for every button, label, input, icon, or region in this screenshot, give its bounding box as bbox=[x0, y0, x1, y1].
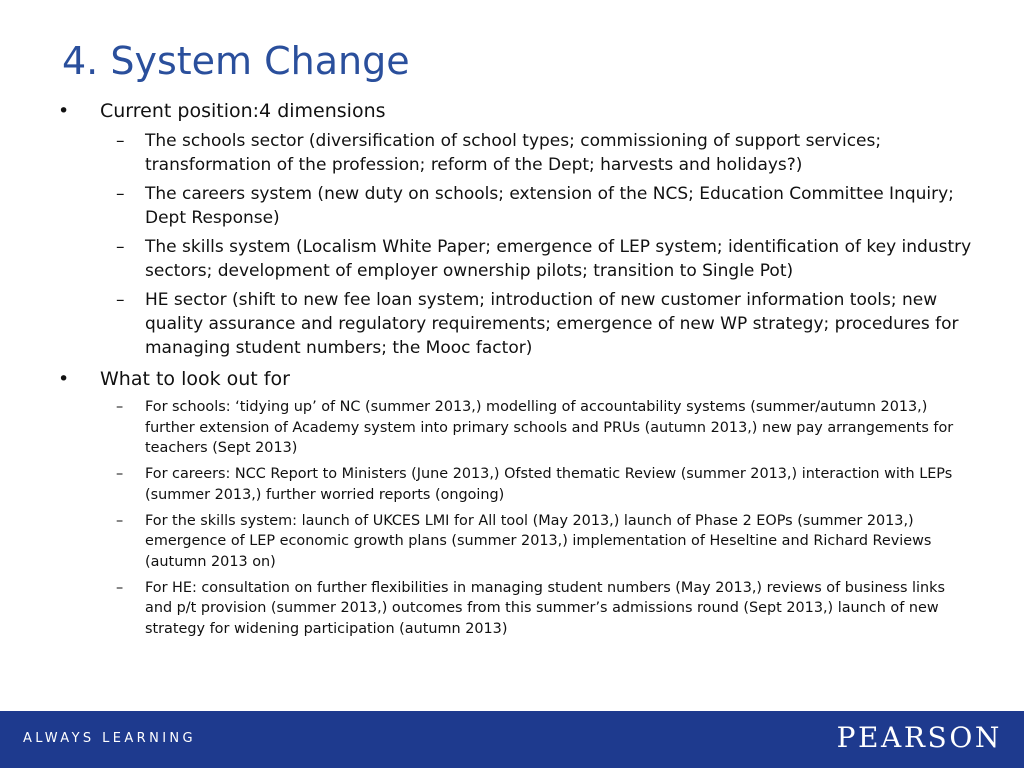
pearson-logo: PEARSON bbox=[836, 721, 1002, 754]
sub-item-for-schools bbox=[56, 397, 976, 459]
bullet-icon: • bbox=[58, 368, 70, 390]
dash-icon: – bbox=[116, 466, 124, 483]
sub-item-text: The careers system (new duty on schools; extension of the NCS; Education Committee Inquiry; Dept Response) bbox=[145, 184, 954, 228]
dash-icon: – bbox=[116, 131, 125, 151]
bullet-text: Current position:4 dimensions bbox=[100, 100, 386, 122]
dash-icon: – bbox=[116, 290, 125, 310]
slide-title: 4. System Change bbox=[62, 39, 410, 83]
sub-item-text: The schools sector (diversification of school types; commissioning of support services; transformation of the profession; reform of the Dept; harvests and holidays?) bbox=[145, 131, 882, 175]
sub-item-text: For careers: NCC Report to Ministers (June 2013,) Ofsted thematic Review (summer 2013,) interaction with LEPs (summer 2013,) further worried reports (ongoing) bbox=[145, 466, 953, 503]
bullet-text: What to look out for bbox=[100, 368, 290, 390]
bullet-icon: • bbox=[58, 100, 70, 122]
sub-item-careers-system bbox=[56, 182, 976, 230]
sub-item-for-he bbox=[56, 578, 976, 640]
sub-item-text: HE sector (shift to new fee loan system; introduction of new customer information tools; new quality assurance and regulatory requirements; emergence of new WP strategy; procedures for managing student numbers; the Mooc factor) bbox=[145, 290, 959, 358]
dash-icon: – bbox=[116, 237, 125, 257]
sub-item-skills-system bbox=[56, 235, 976, 283]
sub-item-for-skills bbox=[56, 511, 976, 573]
footer-tagline: ALWAYS LEARNING bbox=[23, 731, 197, 746]
dash-icon: – bbox=[116, 184, 125, 204]
sub-item-text: For HE: consultation on further flexibilities in managing student numbers (May 2013,) reviews of business links and p/t provision (summer 2013,) outcomes from this summer’s admissions round (Sept 2013,) launch of new strategy for widening participation (autumn 2013) bbox=[145, 579, 945, 638]
sub-item-schools-sector bbox=[56, 129, 976, 177]
sub-item-text: For the skills system: launch of UKCES LMI for All tool (May 2013,) launch of Phase 2 EOPs (summer 2013,) emergence of LEP economic growth plans (summer 2013,) implementation of Heseltine and Richard Reviews (autumn 2013 on) bbox=[145, 512, 932, 570]
sub-item-he-sector bbox=[56, 288, 976, 360]
dash-icon: – bbox=[116, 512, 124, 529]
footer-bar bbox=[0, 711, 1024, 768]
sub-item-for-careers bbox=[56, 464, 976, 505]
slide-body bbox=[56, 92, 976, 640]
bullet-look-out-for bbox=[56, 366, 976, 392]
bullet-current-position bbox=[56, 98, 976, 124]
sub-item-text: The skills system (Localism White Paper; emergence of LEP system; identification of key industry sectors; development of employer ownership pilots; transition to Single Pot) bbox=[145, 237, 972, 281]
sub-item-text: For schools: ‘tidying up’ of NC (summer 2013,) modelling of accountability systems (summer/autumn 2013,) further extension of Academy system into primary schools and PRUs (autumn 2013,) new pay arrangements for teachers (Sept 2013) bbox=[145, 399, 954, 457]
dash-icon: – bbox=[116, 399, 124, 415]
dash-icon: – bbox=[116, 579, 124, 596]
